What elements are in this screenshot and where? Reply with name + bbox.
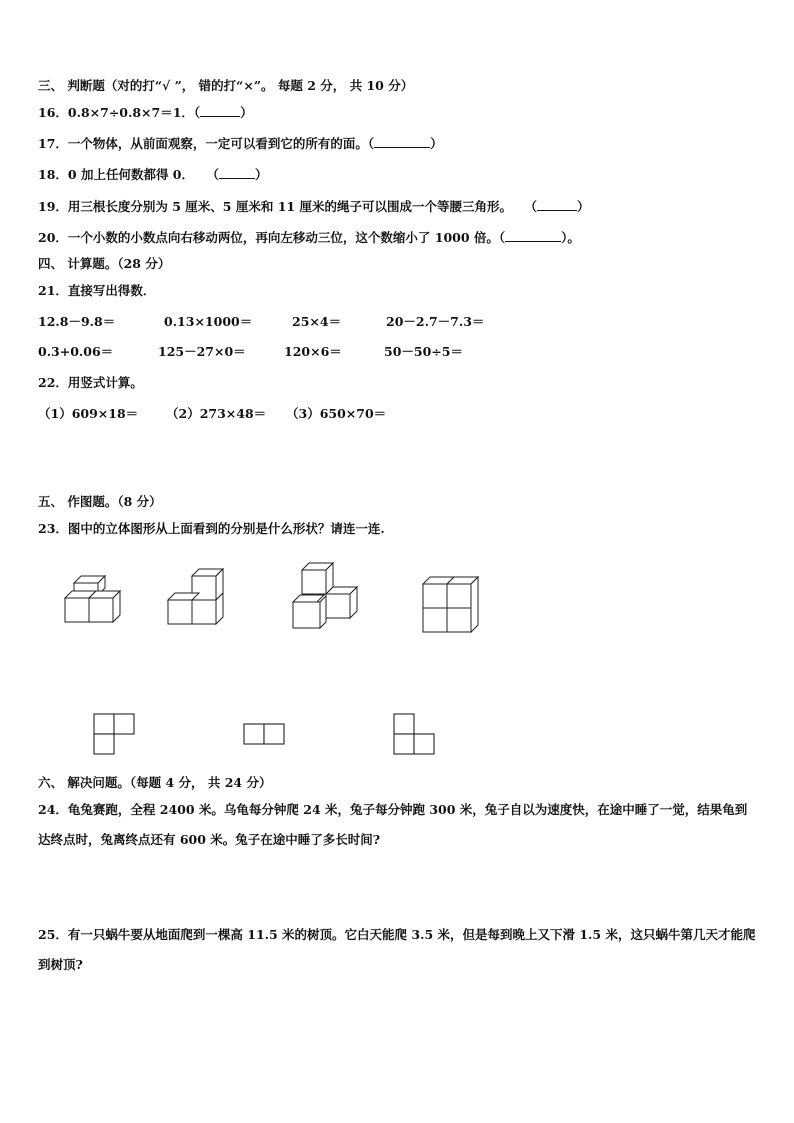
question-20-text: 20．一个小数的小数点向右移动两位，再向左移动三位，这个数缩小了 1000 倍。（	[38, 230, 506, 245]
question-16	[38, 105, 253, 121]
question-17-tail: ）	[430, 136, 443, 151]
question-18	[38, 167, 268, 183]
calc-item: 0.3+0.06＝	[38, 344, 114, 359]
solid-figure-1[interactable]	[60, 580, 130, 630]
top-view-2[interactable]	[243, 723, 287, 747]
answer-blank-16[interactable]	[200, 105, 240, 117]
question-17-text: 17．一个物体，从前面观察，一定可以看到它的所有的面。（	[38, 136, 375, 151]
calc-item: 120×6＝	[284, 344, 342, 359]
question-18-text: 18．0 加上任何数都得 0． （	[38, 167, 219, 182]
solid-figure-2[interactable]	[164, 566, 234, 632]
solid-figure-4[interactable]	[420, 574, 486, 636]
question-19	[38, 199, 589, 215]
answer-blank-18[interactable]	[219, 167, 255, 179]
calc-item: 12.8－9.8＝	[38, 314, 116, 329]
vertical-calc-item: （2）273×48＝	[166, 406, 267, 421]
section3-heading: 三、 判断题（对的打“√ ”， 错的打“×”。 每题 2 分， 共 10 分）	[38, 78, 414, 93]
calc-item: 50－50÷5＝	[384, 344, 463, 359]
question-19-tail: ）	[576, 199, 590, 214]
question-17	[38, 136, 443, 152]
question-20	[38, 230, 580, 246]
vertical-calc-item: （3）650×70＝	[286, 406, 387, 421]
vertical-calc-item: （1）609×18＝	[38, 406, 139, 421]
top-view-3[interactable]	[393, 713, 437, 757]
section4-heading: 四、 计算题。（28 分）	[38, 256, 171, 271]
question-24: 24．龟兔赛跑，全程 2400 米。乌龟每分钟爬 24 米，兔子每分钟跑 300 米，兔子自以为速度快，在途中睡了一觉，结果龟到达终点时，兔离终点还有 600 米。兔子在途中睡了多长时间?	[38, 802, 748, 847]
section6-heading: 六、 解决问题。（每题 4 分， 共 24 分）	[38, 775, 272, 790]
question-16-tail: ）	[240, 105, 253, 120]
question-25: 25．有一只蜗牛要从地面爬到一棵高 11.5 米的树顶。它白天能爬 3.5 米，但是每到晚上又下滑 1.5 米，这只蜗牛第几天才能爬到树顶?	[38, 927, 756, 972]
question-19-text: 19．用三根长度分别为 5 厘米、5 厘米和 11 厘米的绳子可以围成一个等腰三角形。 （	[38, 199, 537, 214]
solid-figure-3[interactable]	[290, 560, 365, 632]
answer-blank-17[interactable]	[374, 136, 430, 148]
answer-blank-19[interactable]	[537, 199, 577, 211]
question-21-title: 21．直接写出得数．	[38, 283, 156, 298]
question-18-tail: ）	[255, 167, 268, 182]
calc-item: 25×4＝	[292, 314, 342, 329]
calc-item: 0.13×1000＝	[164, 314, 253, 329]
calc-item: 20－2.7－7.3＝	[386, 314, 485, 329]
question-22-title: 22．用竖式计算。	[38, 375, 143, 390]
question-16-text: 16．0.8×7÷0.8×7＝1．（	[38, 105, 201, 120]
question-23-title: 23．图中的立体图形从上面看到的分别是什么形状？请连一连.	[38, 521, 385, 536]
question-20-tail: ）。	[561, 230, 580, 245]
top-view-1[interactable]	[93, 713, 137, 757]
calc-item: 125－27×0＝	[158, 344, 246, 359]
answer-blank-20[interactable]	[505, 230, 561, 242]
section5-heading: 五、 作图题。（8 分）	[38, 494, 162, 509]
